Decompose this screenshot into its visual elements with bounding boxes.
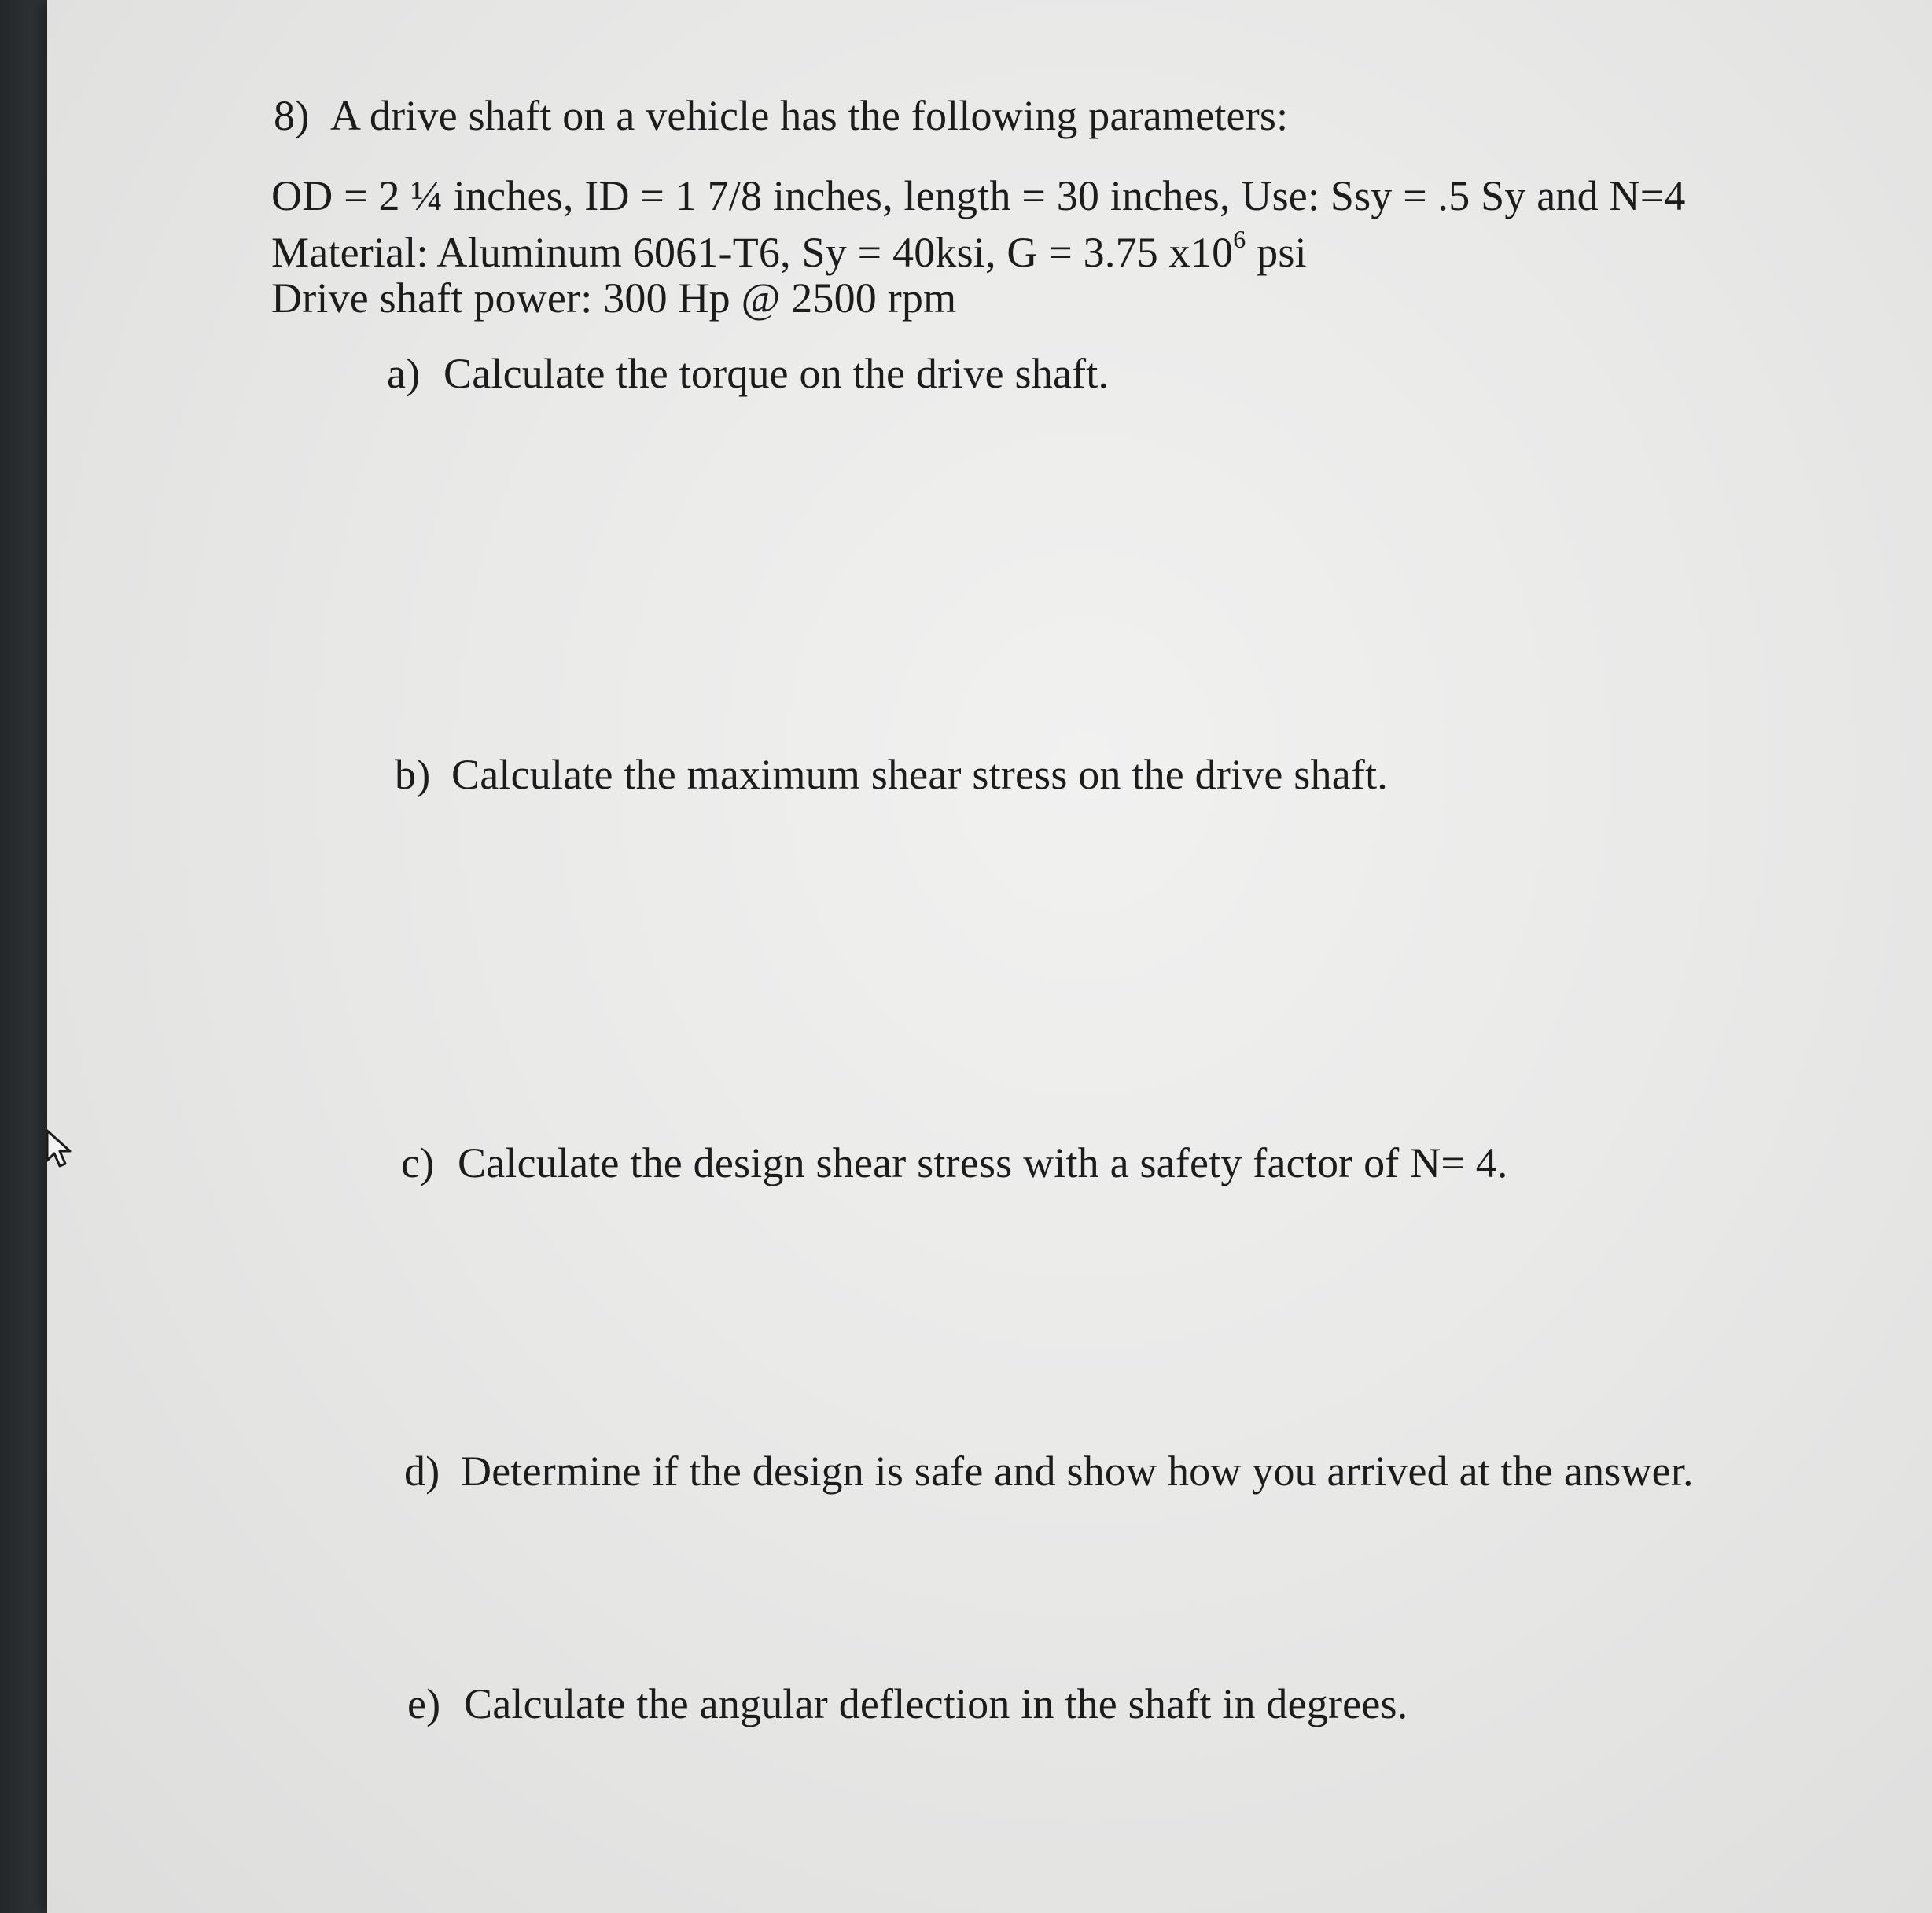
parameters-line-2	[271, 226, 1307, 274]
problem-number: 8)	[274, 92, 310, 139]
part-e-text: Calculate the angular deflection in the shaft in degrees.	[464, 1680, 1408, 1727]
unit-text: psi	[1246, 229, 1307, 276]
part-b-label: b)	[395, 751, 431, 798]
problem-intro: A drive shaft on a vehicle has the following parameters:	[330, 92, 1289, 139]
mouse-cursor-icon	[44, 1129, 75, 1168]
part-c-label: c)	[401, 1139, 435, 1186]
part-c	[401, 1139, 1508, 1186]
part-c-text: Calculate the design shear stress with a safety factor of N= 4.	[458, 1139, 1508, 1186]
part-b	[395, 753, 1388, 796]
problem-heading	[274, 94, 1288, 137]
part-d-text: Determine if the design is safe and show how you arrived at the answer.	[461, 1448, 1694, 1495]
part-e-label: e)	[407, 1680, 441, 1727]
part-a-label: a)	[387, 350, 421, 397]
part-a-text: Calculate the torque on the drive shaft.	[443, 350, 1110, 397]
part-d	[404, 1448, 1694, 1495]
part-e	[407, 1680, 1408, 1727]
part-a	[387, 352, 1109, 395]
part-b-text: Calculate the maximum shear stress on the drive shaft.	[451, 751, 1388, 798]
exponent: 6	[1233, 225, 1246, 253]
material-text: Material: Aluminum 6061-T6, Sy = 40ksi, G = 3.75 x10	[271, 229, 1234, 276]
parameters-line-1: OD = 2 ¼ inches, ID = 1 7/8 inches, length = 30 inches, Use: Ssy = .5 Sy and N=4	[271, 172, 1686, 219]
part-d-label: d)	[404, 1448, 440, 1495]
parameters-line-3: Drive shaft power: 300 Hp @ 2500 rpm	[271, 274, 957, 322]
